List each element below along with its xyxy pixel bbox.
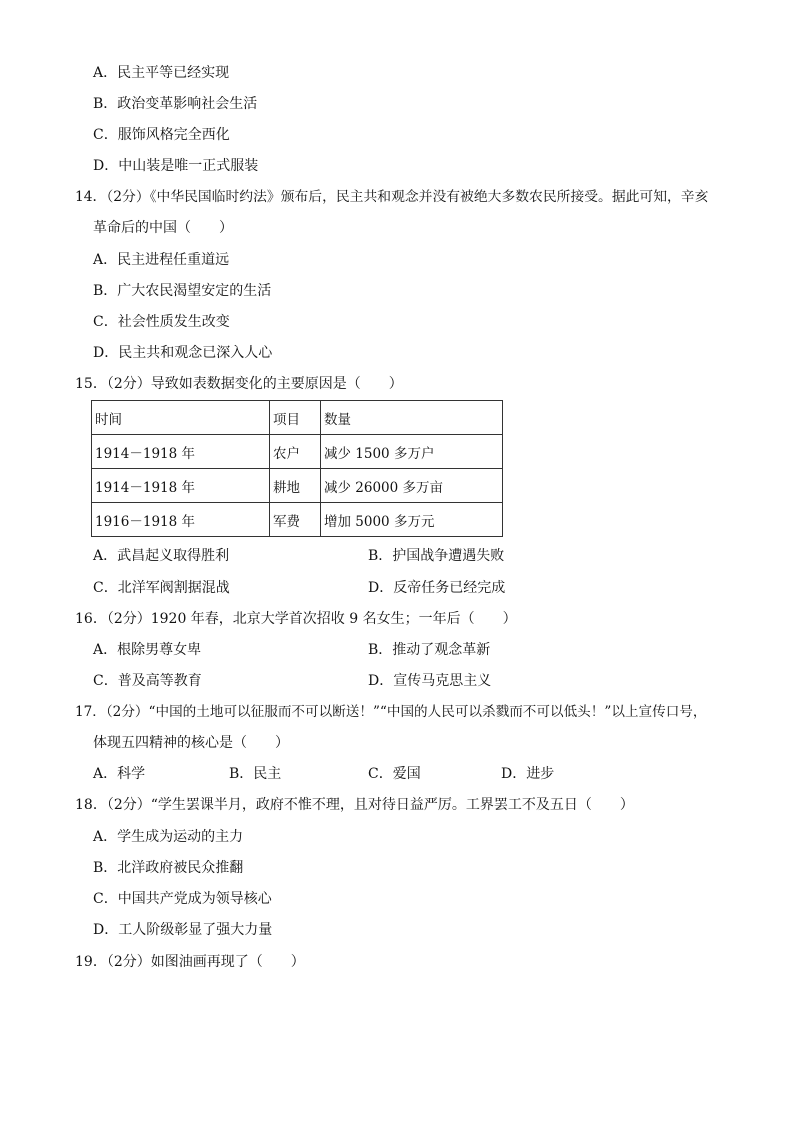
table-cell: 农户: [270, 435, 321, 469]
q14-option-c[interactable]: C．社会性质发生改变: [93, 314, 230, 330]
q16-option-b[interactable]: B．推动了观念革新: [368, 642, 491, 658]
q18-stem: 18．（2分）“学生罢课半月，政府不惟不理，且对待日益严厉。工界罢工不及五日（ ）: [75, 797, 634, 813]
q17-stem-line2: 体现五四精神的核心是（ ）: [93, 735, 289, 751]
q19-stem: 19．（2分）如图油画再现了（ ）: [75, 954, 305, 970]
q15-option-c[interactable]: C．北洋军阀割据混战: [93, 580, 230, 596]
table-header-cell: 项目: [270, 401, 321, 435]
q16-option-d[interactable]: D．宣传马克思主义: [368, 673, 492, 689]
table-cell: 增加 5000 多万元: [321, 503, 503, 537]
q15-option-a[interactable]: A．武昌起义取得胜利: [93, 548, 230, 564]
q14-stem-line2: 革命后的中国（ ）: [93, 220, 233, 236]
table-cell: 1914－1918 年: [92, 435, 270, 469]
table-header-row: [92, 401, 503, 435]
q15-stem: 15．（2分）导致如表数据变化的主要原因是（ ）: [75, 376, 403, 392]
q13-option-a[interactable]: A．民主平等已经实现: [93, 65, 230, 81]
q17-option-a[interactable]: A．科学: [93, 766, 146, 782]
table-header-cell: 数量: [321, 401, 503, 435]
table-cell: 1916－1918 年: [92, 503, 270, 537]
q16-option-c[interactable]: C．普及高等教育: [93, 673, 202, 689]
q18-option-a[interactable]: A．学生成为运动的主力: [93, 829, 244, 845]
q13-option-c[interactable]: C．服饰风格完全西化: [93, 127, 230, 143]
q16-stem: 16．（2分）1920 年春，北京大学首次招收 9 名女生；一年后（ ）: [75, 611, 517, 627]
q14-stem-line1: 14．（2分）《中华民国临时约法》颁布后，民主共和观念并没有被绝大多数农民所接受。据此可知，辛亥: [75, 189, 709, 205]
q18-option-b[interactable]: B．北洋政府被民众推翻: [93, 860, 244, 876]
q18-option-c[interactable]: C．中国共产党成为领导核心: [93, 891, 272, 907]
q14-option-a[interactable]: A．民主进程任重道远: [93, 252, 230, 268]
table-row: [92, 503, 503, 537]
q17-stem-line1: 17．（2分）“中国的土地可以征服而不可以断送！”“中国的人民可以杀戮而不可以低头！”以上宣传口号，: [75, 704, 707, 720]
q13-option-d[interactable]: D．中山装是唯一正式服装: [93, 158, 259, 174]
table-cell: 耕地: [270, 469, 321, 503]
table-cell: 减少 1500 多万户: [321, 435, 503, 469]
table-cell: 军费: [270, 503, 321, 537]
table-row: [92, 435, 503, 469]
table-cell: 1914－1918 年: [92, 469, 270, 503]
q15-option-d[interactable]: D．反帝任务已经完成: [368, 580, 506, 596]
q14-option-d[interactable]: D．民主共和观念已深入人心: [93, 345, 273, 361]
q17-option-b[interactable]: B．民主: [229, 766, 282, 782]
q15-data-table: [91, 400, 503, 537]
q16-option-a[interactable]: A．根除男尊女卑: [93, 642, 202, 658]
table-header-cell: 时间: [92, 401, 270, 435]
q17-option-d[interactable]: D．进步: [501, 766, 555, 782]
q18-option-d[interactable]: D．工人阶级彰显了强大力量: [93, 922, 273, 938]
table-row: [92, 469, 503, 503]
q17-option-c[interactable]: C．爱国: [368, 766, 421, 782]
q13-option-b[interactable]: B．政治变革影响社会生活: [93, 96, 258, 112]
q15-option-b[interactable]: B．护国战争遭遇失败: [368, 548, 505, 564]
table-cell: 减少 26000 多万亩: [321, 469, 503, 503]
q14-option-b[interactable]: B．广大农民渴望安定的生活: [93, 283, 272, 299]
